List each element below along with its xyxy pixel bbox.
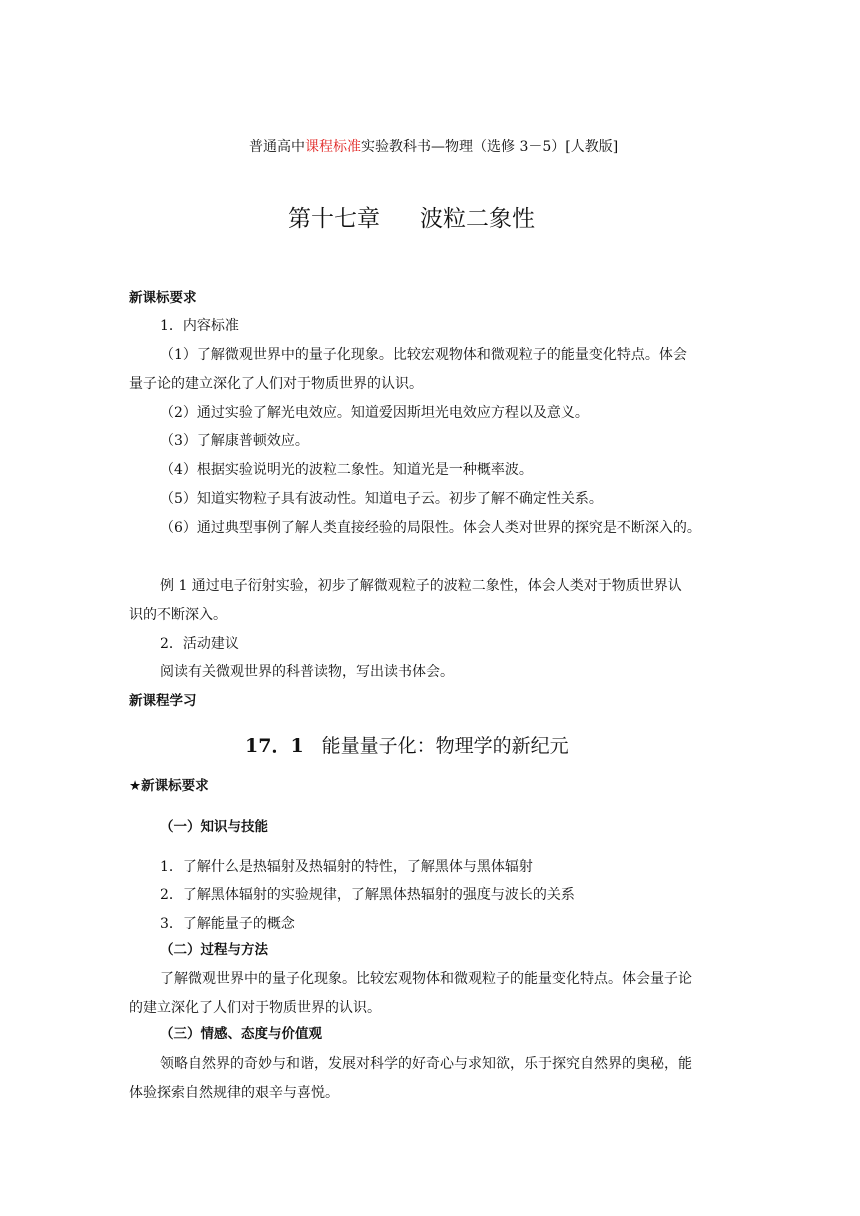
header-suffix: 实验教科书—物理（选修 3－5）[人教版] xyxy=(361,139,619,155)
header-prefix: 普通高中 xyxy=(249,139,305,155)
attitude-text-line: 领略自然界的奇妙与和谐，发展对科学的好奇心与求知欲，乐于探究自然界的奥秘，能 xyxy=(160,1056,692,1072)
attitude-text-line: 体验探索自然规律的艰辛与喜悦。 xyxy=(129,1085,339,1101)
chapter-title xyxy=(288,204,535,234)
section-title xyxy=(245,733,569,759)
process-text-line: 了解微观世界中的量子化现象。比较宏观物体和微观粒子的能量变化特点。体会量子论 xyxy=(160,971,692,987)
section-number: 17．1 xyxy=(245,735,304,757)
standard-item: （5）知道实物粒子具有波动性。知道电子云。初步了解不确定性关系。 xyxy=(160,491,603,507)
chapter-name: 波粒二象性 xyxy=(420,206,535,232)
example-line: 识的不断深入。 xyxy=(129,607,227,623)
process-text-line: 的建立深化了人们对于物质世界的认识。 xyxy=(129,1000,381,1016)
knowledge-item: 1．了解什么是热辐射及热辐射的特性，了解黑体与黑体辐射 xyxy=(160,859,533,875)
knowledge-item: 3．了解能量子的概念 xyxy=(160,916,295,932)
standard-item: （3）了解康普顿效应。 xyxy=(160,433,309,449)
standard-item: 量子论的建立深化了人们对于物质世界的认识。 xyxy=(129,376,423,392)
knowledge-heading: （一）知识与技能 xyxy=(160,819,268,835)
study-heading: 新课程学习 xyxy=(129,693,197,709)
process-heading: （二）过程与方法 xyxy=(160,942,268,958)
attitude-heading: （三）情感、态度与价值观 xyxy=(160,1026,322,1042)
standard-item: （4）根据实验说明光的波粒二象性。知道光是一种概率波。 xyxy=(160,462,533,478)
standard-item: （1）了解微观世界中的量子化现象。比较宏观物体和微观粒子的能量变化特点。体会 xyxy=(160,347,687,363)
standard-item: （2）通过实验了解光电效应。知道爱因斯坦光电效应方程以及意义。 xyxy=(160,405,589,421)
header-highlight: 课程标准 xyxy=(305,139,361,155)
book-header xyxy=(249,137,618,157)
activity-label: 2．活动建议 xyxy=(160,636,239,652)
knowledge-item: 2．了解黑体辐射的实验规律，了解黑体热辐射的强度与波长的关系 xyxy=(160,887,575,903)
section-name: 能量量子化：物理学的新纪元 xyxy=(321,735,569,757)
example-line: 例 1 通过电子衍射实验，初步了解微观粒子的波粒二象性，体会人类对于物质世界认 xyxy=(160,578,682,594)
activity-text: 阅读有关微观世界的科普读物，写出读书体会。 xyxy=(160,664,454,680)
standard-item: （6）通过典型事例了解人类直接经验的局限性。体会人类对世界的探究是不断深入的。 xyxy=(160,520,701,536)
section-requirements-heading: ★新课标要求 xyxy=(129,778,209,794)
chapter-number: 第十七章 xyxy=(288,206,380,232)
standards-heading: 新课标要求 xyxy=(129,290,197,306)
content-label: 1．内容标准 xyxy=(160,318,239,334)
